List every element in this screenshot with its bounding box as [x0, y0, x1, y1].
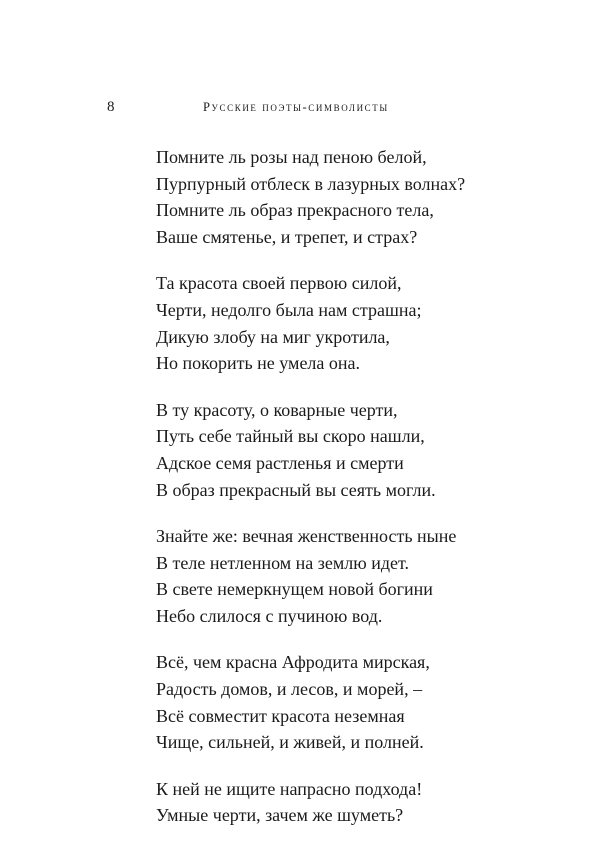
poem-line: Всё совместит красота неземная: [156, 705, 405, 726]
poem-line: Путь себе тайный вы скоро нашли,: [156, 426, 425, 447]
running-head: Русские поэты-символисты: [203, 100, 389, 114]
poem-line: В теле нетленном на землю идет.: [156, 552, 409, 573]
poem-line: Но покорить не умела она.: [156, 353, 361, 374]
poem-line: Помните ль розы над пеною белой,: [156, 147, 427, 167]
stanza-2: [156, 270, 576, 377]
poem-line: Умные черти, зачем же шуметь?: [156, 805, 404, 826]
page-number: 8: [107, 99, 115, 115]
poem-line: К ней не ищите напрасно подхода!: [156, 778, 423, 799]
poem-line: Пурпурный отблеск в лазурных волнах?: [156, 173, 466, 194]
stanza-1: [156, 144, 576, 251]
poem-line: Всё, чем красна Афродита мирская,: [156, 652, 430, 673]
stanza-3: [156, 397, 576, 504]
stanza-4: [156, 523, 576, 630]
stanza-5: [156, 649, 576, 756]
poem-line: Дикую злобу на миг укротила,: [156, 326, 390, 347]
poem: [156, 144, 576, 848]
poem-line: Радость домов, и лесов, и морей, –: [156, 678, 423, 699]
poem-line: Небо слилося с пучиною вод.: [156, 606, 383, 627]
stanza-6: [156, 776, 576, 829]
poem-line: Помните ль образ прекрасного тела,: [156, 200, 434, 221]
poem-line: В ту красоту, о коварные черти,: [156, 399, 398, 420]
poem-line: В свете немеркнущем новой богини: [156, 579, 433, 600]
poem-line: Адское семя растленья и смерти: [156, 453, 404, 474]
poem-line: Та красота своей первою силой,: [156, 273, 402, 294]
poem-line: Знайте же: вечная женственность ныне: [156, 525, 457, 546]
poem-line: В образ прекрасный вы сеять могли.: [156, 479, 436, 500]
poem-line: Ваше смятенье, и трепет, и страх?: [156, 227, 418, 248]
poem-line: Чище, сильней, и живей, и полней.: [156, 732, 424, 753]
poem-line: Черти, недолго была нам страшна;: [156, 300, 422, 321]
